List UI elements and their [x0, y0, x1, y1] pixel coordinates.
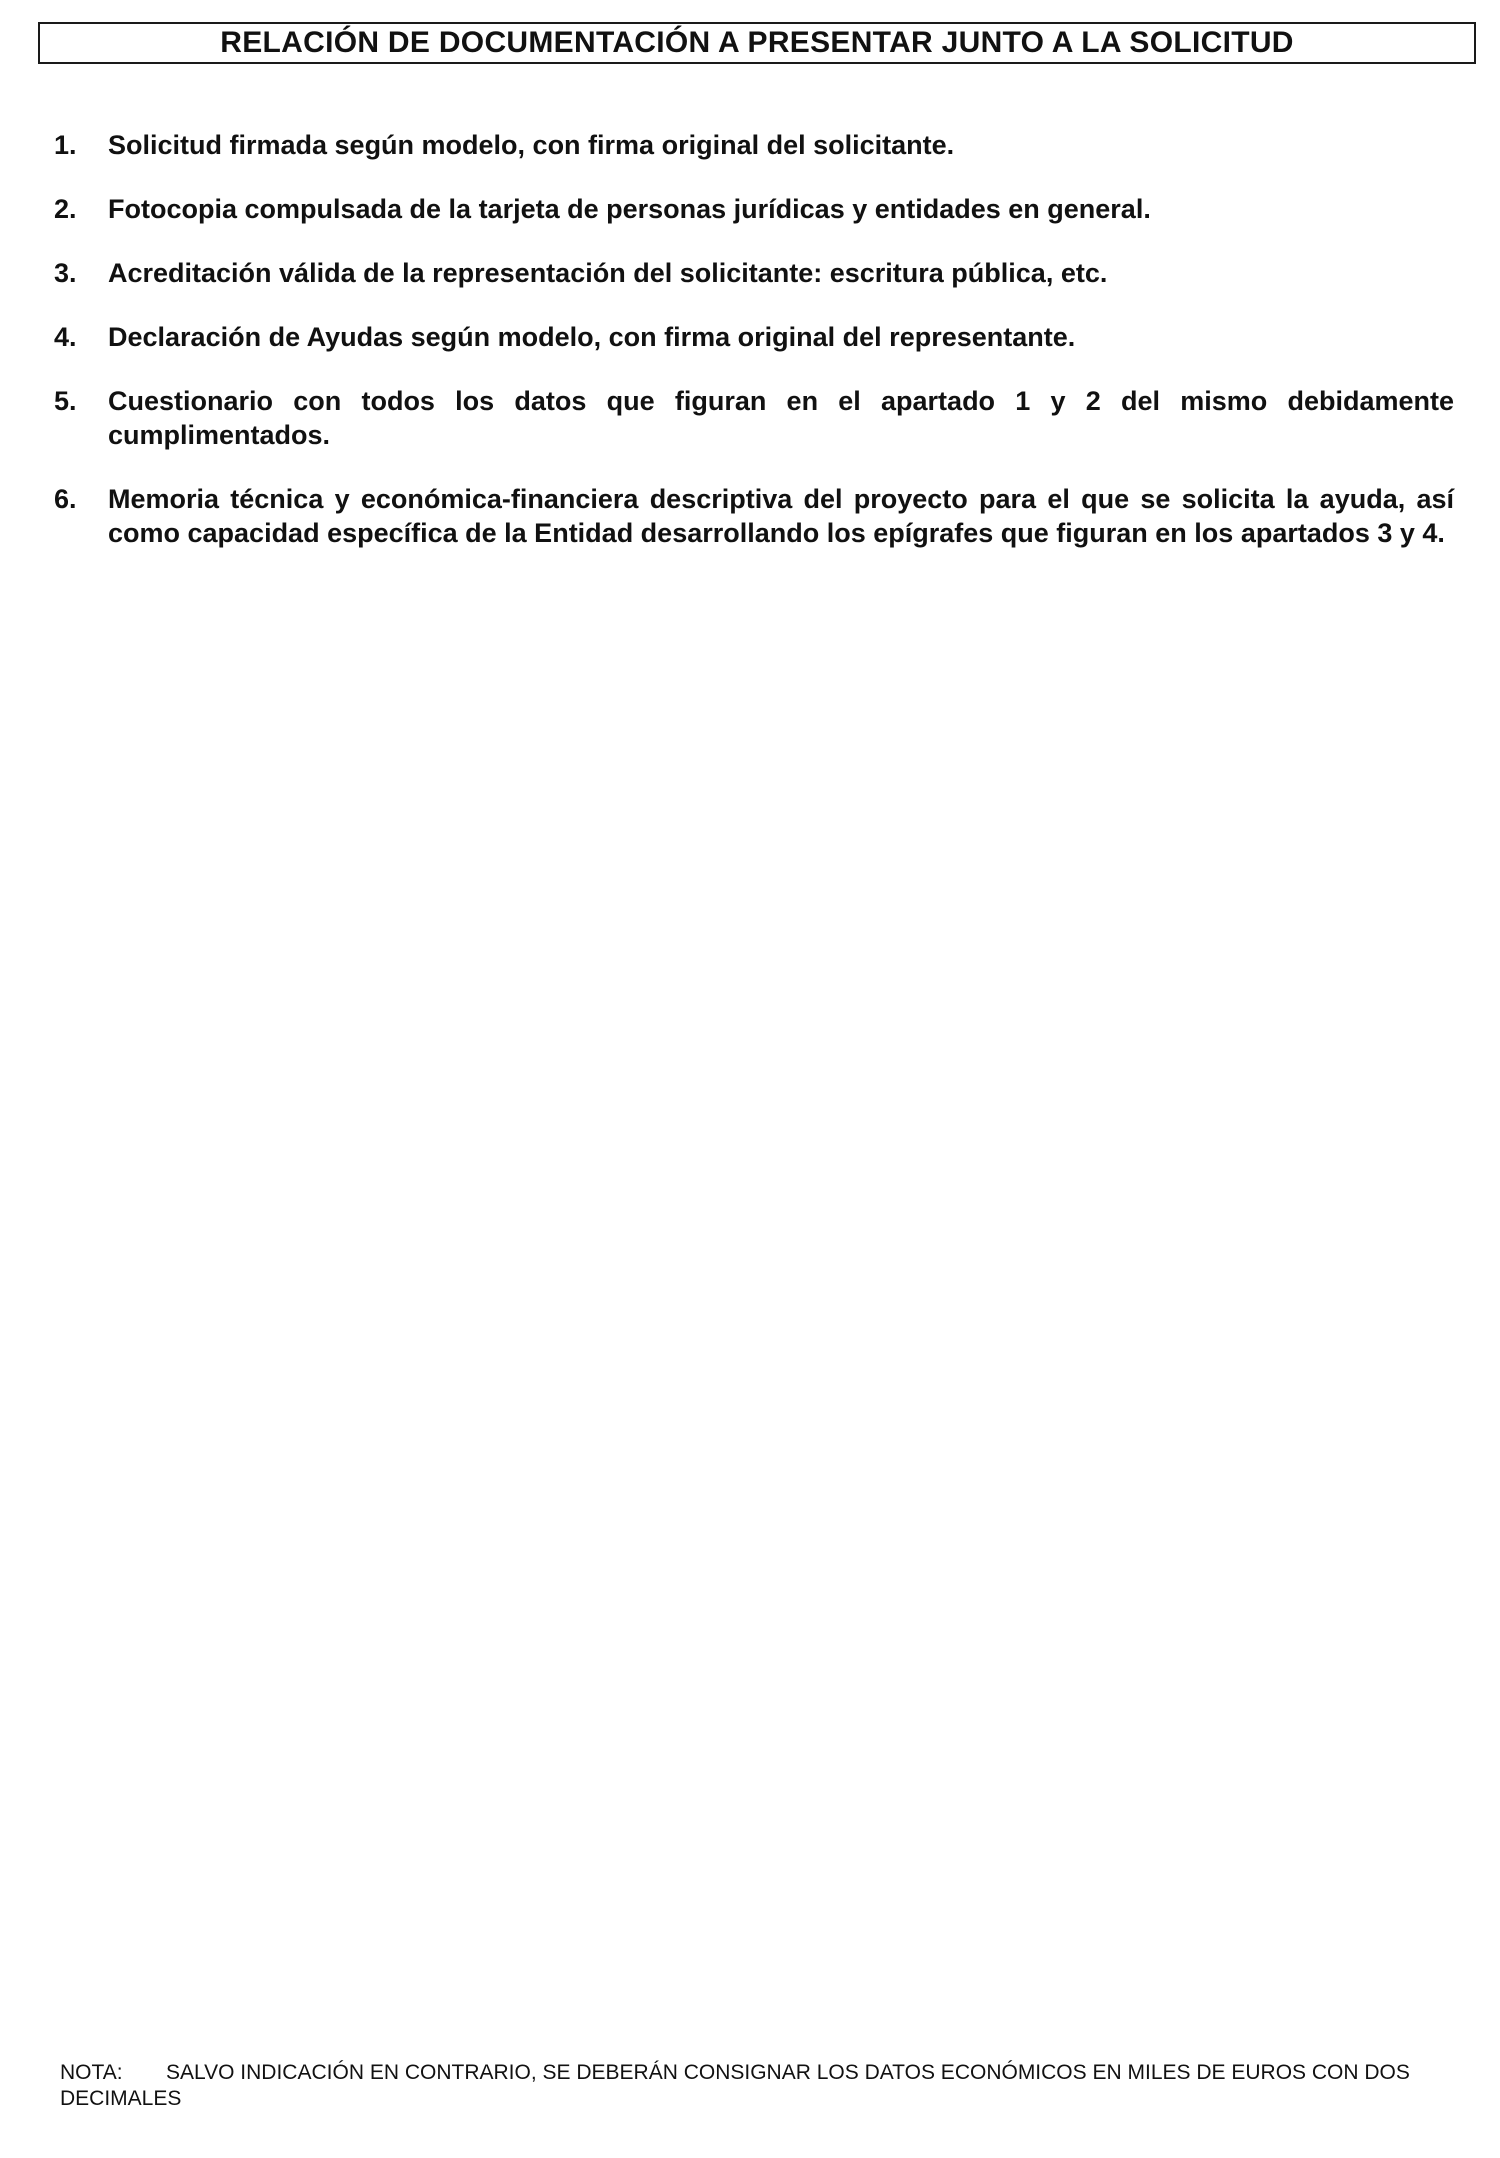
list-item-text: Declaración de Ayudas según modelo, con firma original del representante.	[108, 322, 1076, 352]
list-item-text: Acreditación válida de la representación del solicitante: escritura pública, etc.	[108, 258, 1108, 288]
list-item	[54, 320, 1454, 354]
note-label: NOTA:	[60, 2061, 123, 2084]
list-item	[54, 128, 1454, 162]
list-item-number: 6.	[54, 484, 77, 514]
list-item-text: Memoria técnica y económica-financiera descriptiva del proyecto para el que se solicita la ayuda, así como capacidad específica de la Entidad desarrollando los epígrafes que figuran en los apartados 3 y 4.	[108, 484, 1454, 548]
documentation-list	[54, 128, 1454, 580]
list-item-text: Cuestionario con todos los datos que figuran en el apartado 1 y 2 del mismo debidamente cumplimentados.	[108, 386, 1454, 450]
list-item-text: Solicitud firmada según modelo, con firma original del solicitante.	[108, 130, 955, 160]
list-item-text: Fotocopia compulsada de la tarjeta de personas jurídicas y entidades en general.	[108, 194, 1151, 224]
note-text: SALVO INDICACIÓN EN CONTRARIO, SE DEBERÁN CONSIGNAR LOS DATOS ECONÓMICOS EN MILES DE EUROS CON DOS DECIMALES	[60, 2061, 1410, 2110]
list-item-number: 1.	[54, 130, 77, 160]
list-item-number: 4.	[54, 322, 77, 352]
list-item-number: 3.	[54, 258, 77, 288]
list-item	[54, 482, 1454, 550]
list-item-number: 5.	[54, 386, 77, 416]
title-box	[38, 22, 1476, 64]
footer-note	[60, 2060, 1470, 2112]
page-title: RELACIÓN DE DOCUMENTACIÓN A PRESENTAR JUNTO A LA SOLICITUD	[220, 26, 1294, 59]
list-item-number: 2.	[54, 194, 77, 224]
list-item	[54, 256, 1454, 290]
list-item	[54, 192, 1454, 226]
list-item	[54, 384, 1454, 452]
